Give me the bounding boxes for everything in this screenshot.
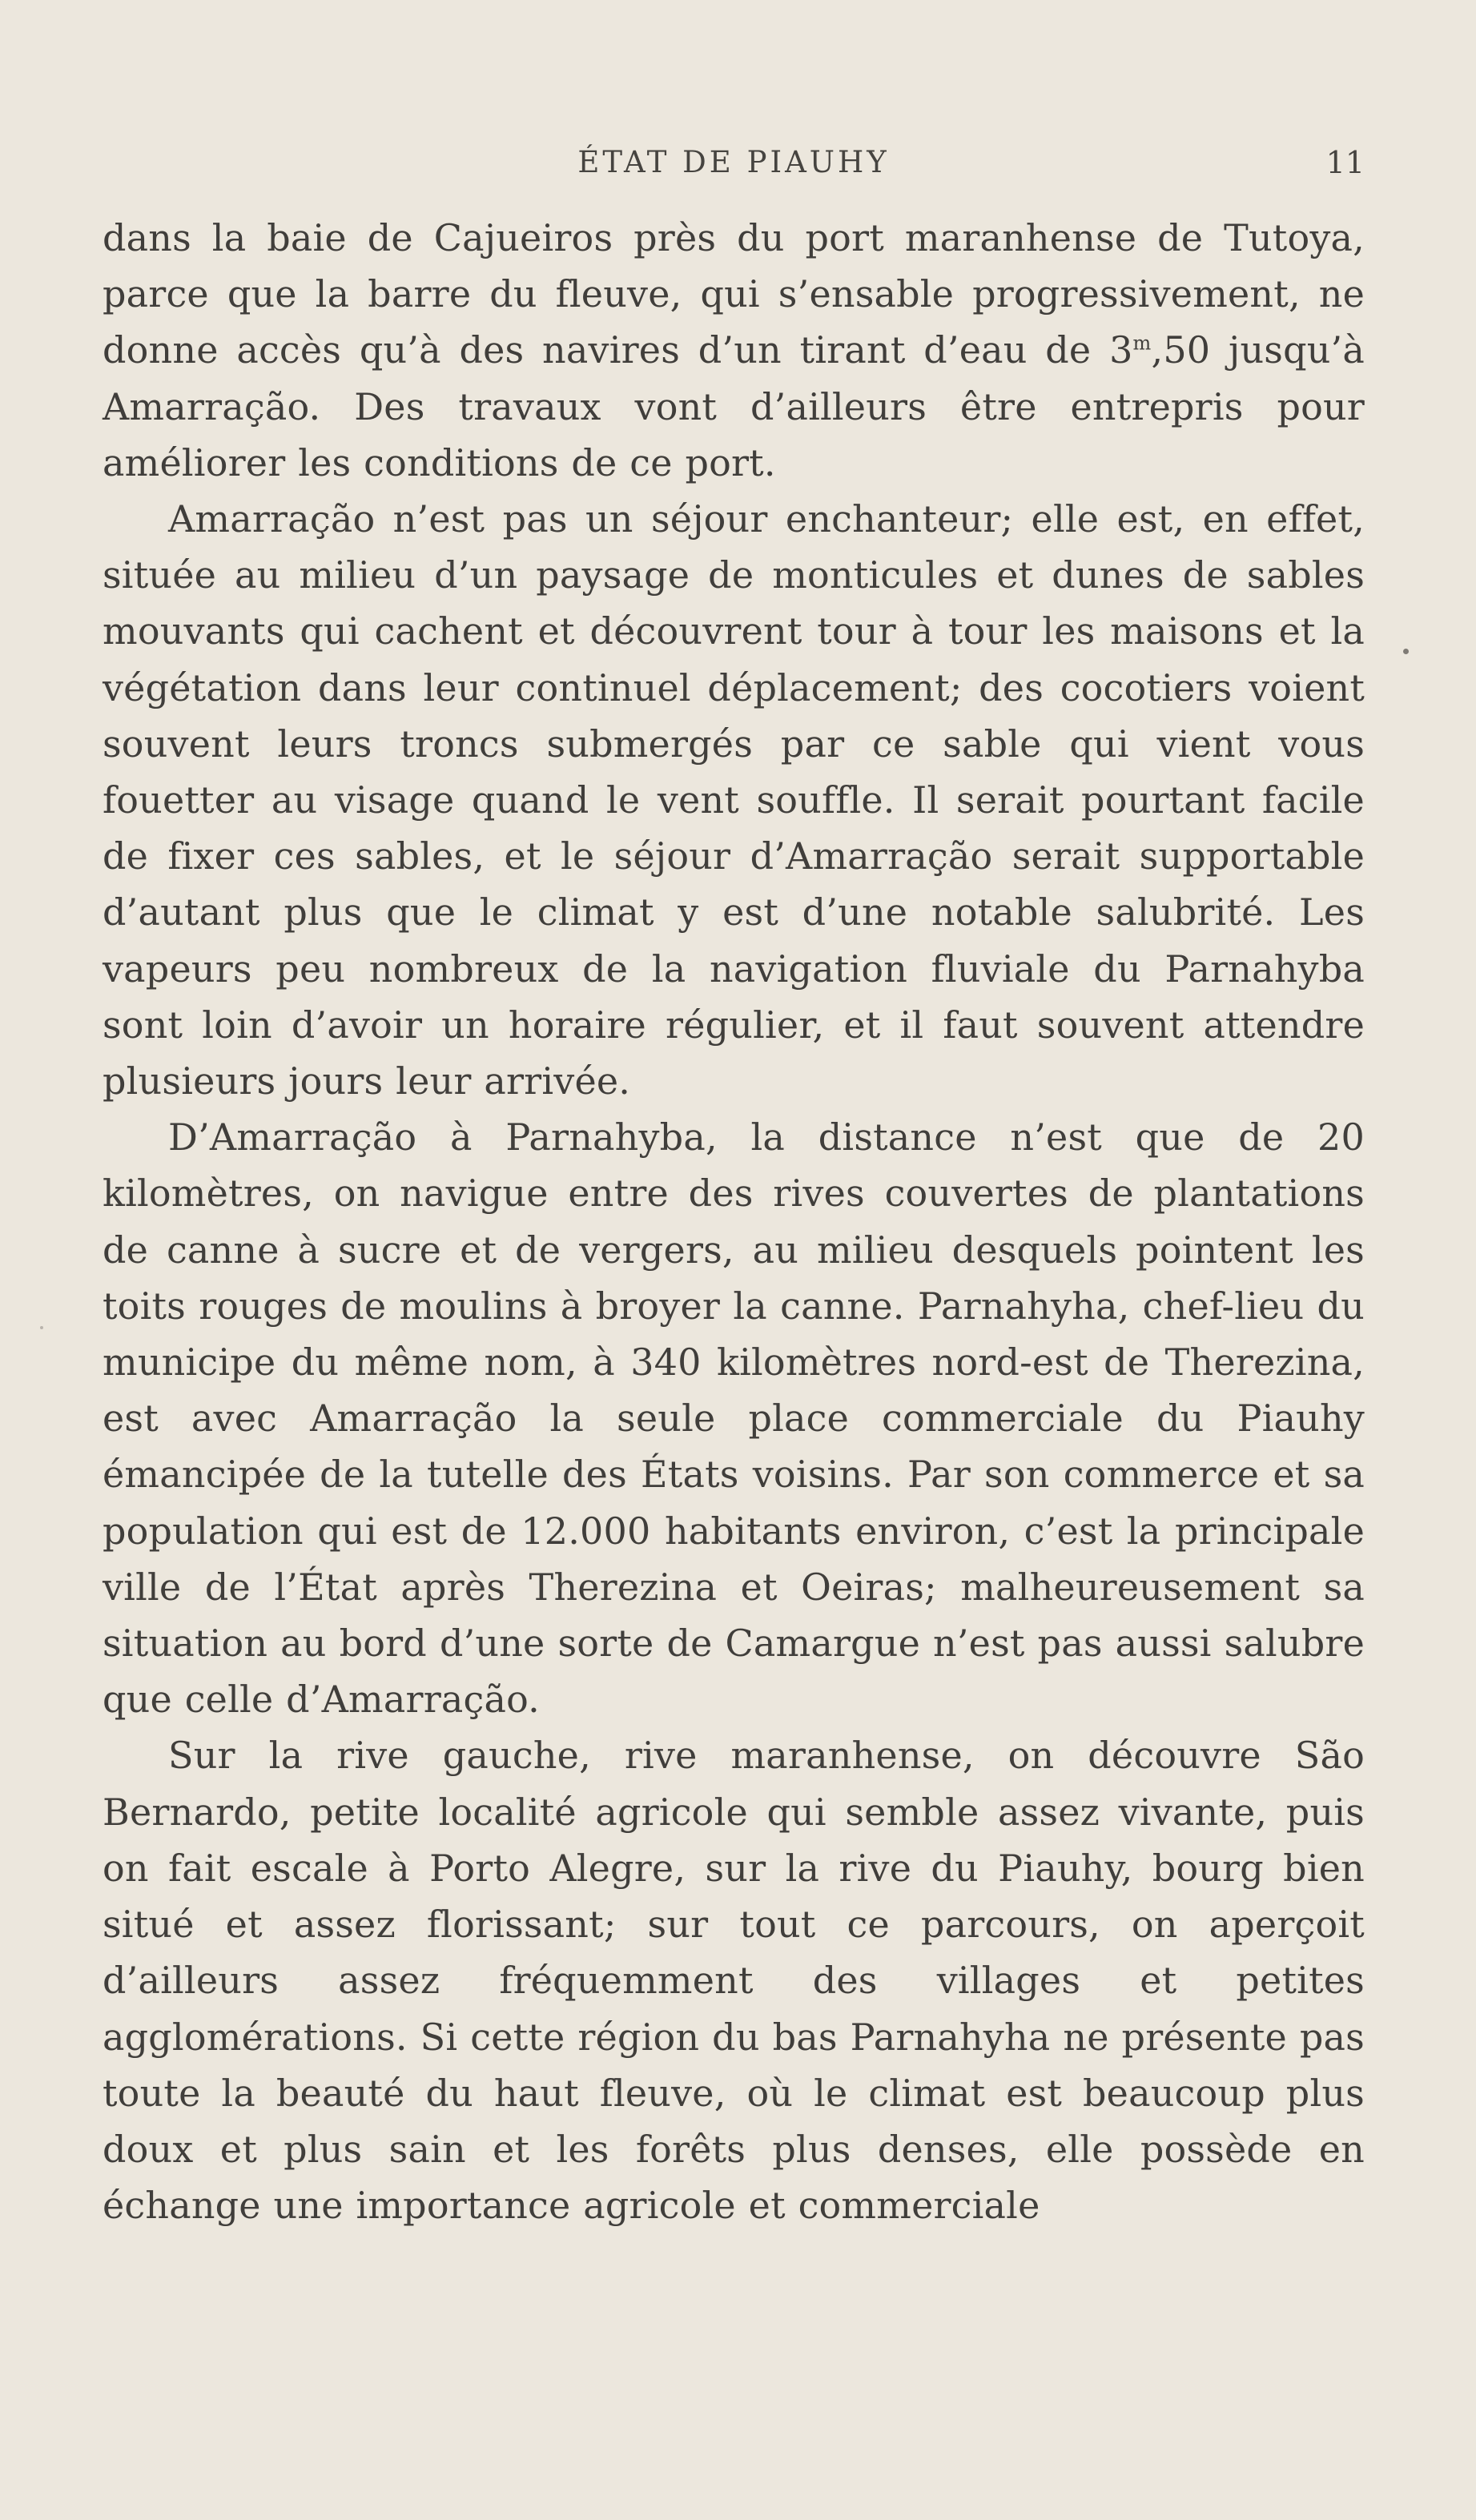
running-title: ÉTAT DE PIAUHY: [577, 145, 890, 179]
body-text: [103, 210, 1365, 2356]
paragraph-2: Amarração n’est pas un séjour enchanteur; elle est, en effet, située au milieu d’un paysage de monticules et dunes de sables mouvants qui cachent et découvrent tour à tour les maisons et la végétation dans leur continuel déplacement; des cocotiers voient souvent leurs troncs submergés par ce sable qui vient vous fouetter au visage quand le vent souffle. Il serait pourtant facile de fixer ces sables, et le séjour d’Amarração serait supportable d’autant plus que le climat y est d’une notable salubrité. Les vapeurs peu nombreux de la navigation fluviale du Parnahyba sont loin d’avoir un horaire régulier, et il faut souvent attendre plusieurs jours leur arrivée.: [103, 497, 1365, 1103]
meter-superscript: m: [1132, 332, 1152, 356]
paragraph-3: D’Amarração à Parnahyba, la distance n’est que de 20 kilomètres, on navigue entre des rives couvertes de plantations de canne à sucre et de vergers, au milieu desquels pointent les toits rouges de moulins à broyer la canne. Parnahyha, chef-lieu du municipe du même nom, à 340 kilomètres nord-est de Therezina, est avec Amarração la seule place commerciale du Piauhy émancipée de la tutelle des États voisins. Par son commerce et sa population qui est de 12.000 habitants environ, c’est la principale ville de l’État après Therezina et Oeiras; malheureusement sa situation au bord d’une sorte de Camargue n’est pas aussi salubre que celle d’Amarração.: [103, 1115, 1365, 1722]
page-number: 11: [1325, 145, 1365, 180]
running-header: [103, 139, 1365, 187]
paragraph-4: Sur la rive gauche, rive maranhense, on découvre São Bernardo, petite localité agricole qui semble assez vivante, puis on fait escale à Porto Alegre, sur la rive du Piauhy, bourg bien situé et assez florissant; sur tout ce parcours, on aperçoit d’ailleurs assez fréquemment des villages et petites agglomérations. Si cette région du bas Parnahyha ne présente pas toute la beauté du haut fleuve, où le climat est beaucoup plus doux et plus sain et les forêts plus denses, elle possède en échange une importance agricole et commerciale: [103, 1734, 1365, 2228]
ink-speck: [40, 1326, 43, 1329]
ink-speck: [1403, 649, 1409, 654]
paragraph-1-part-1: dans la baie de Cajueiros près du port maranhense de Tutoya, parce que la barre du fleuve, qui s’ensable progressivement, ne donne accès qu’à des navires d’un tirant d’eau de 3: [103, 216, 1365, 372]
paragraph-1-part-2: ,50 jusqu’à Amarração. Des travaux vont d’ailleurs être entrepris pour améliorer les conditions de ce port.: [103, 328, 1365, 484]
paragraph-1: [103, 210, 1365, 491]
